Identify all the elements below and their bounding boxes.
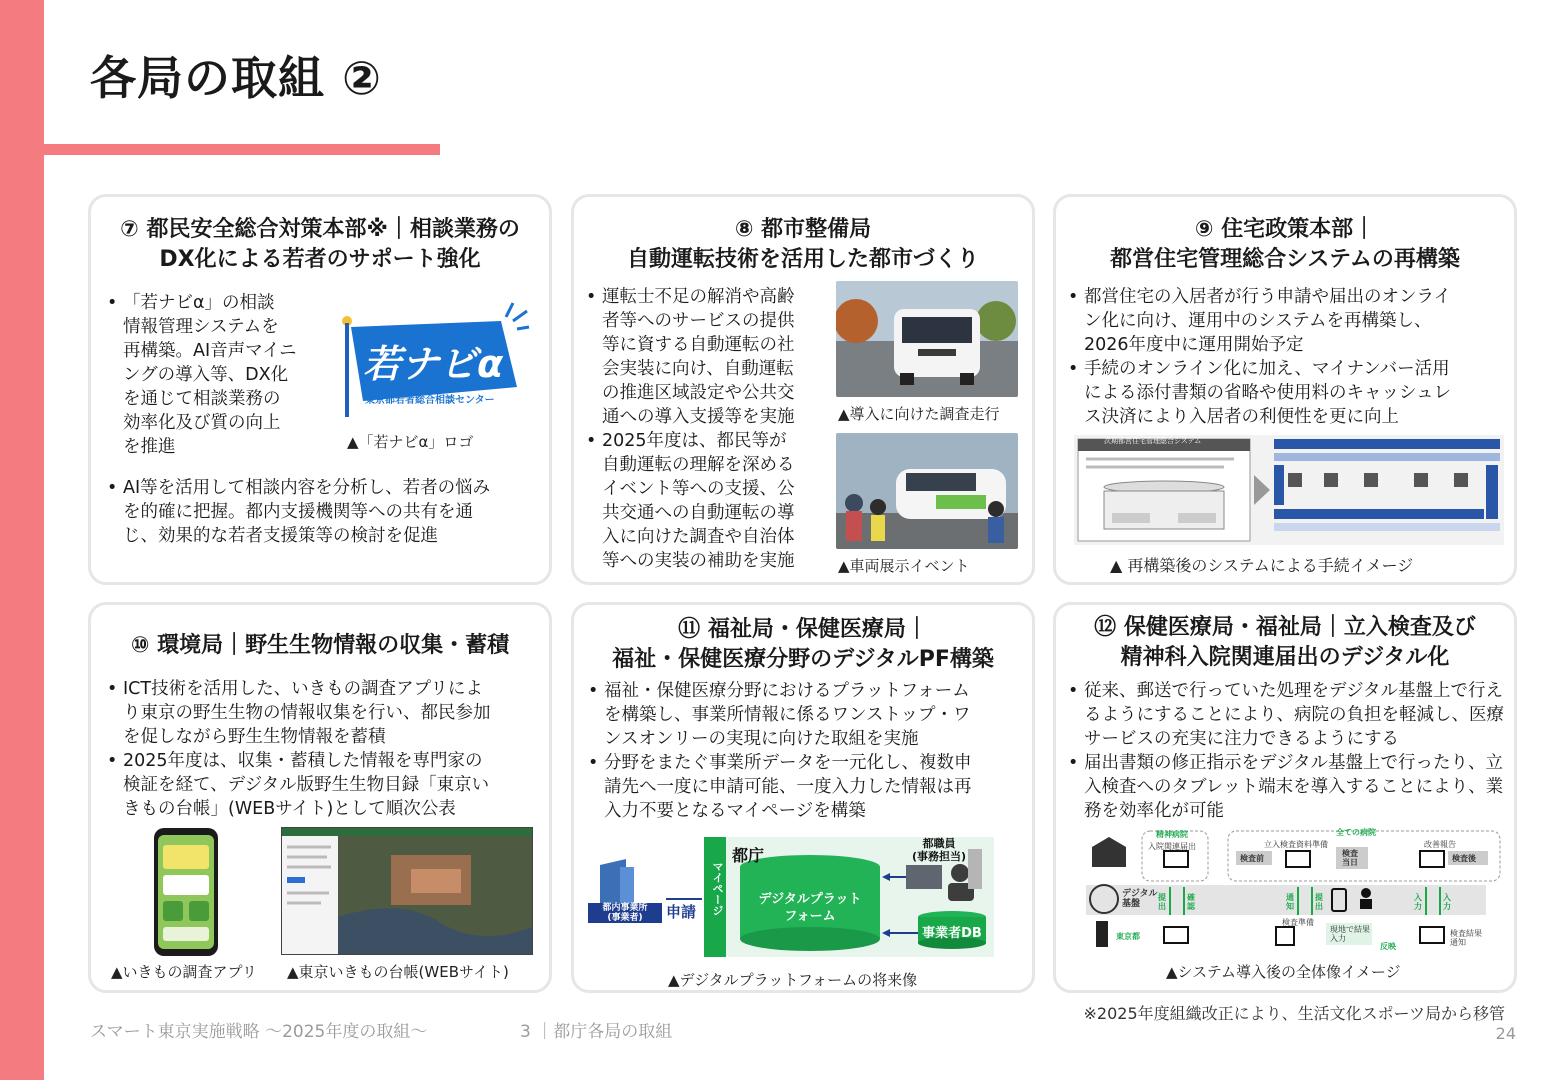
business-db-label: 事業者DB — [922, 926, 982, 941]
photo-caption: ▲東京いきもの台帳(WEBサイト) — [287, 963, 509, 981]
footer-section: 3 ｜都庁各局の取組 — [520, 1022, 673, 1042]
tocho-label: 都庁 — [732, 846, 765, 865]
logo-caption: ▲「若ナビα」ロゴ — [347, 433, 474, 451]
housing-system-diagram — [1074, 435, 1504, 545]
card-title-line: ⑫ 保健医療局・福祉局｜立入検査及び — [1094, 615, 1476, 640]
bullet-item: • 分野をまたぐ事業所データを一元化し、複数申 請先へ一度に申請可能、一度入力した情報は再 入力不要となるマイページを構築 — [588, 751, 1028, 823]
apply-label: 申請 — [666, 903, 697, 921]
bullet-list — [107, 291, 317, 459]
footnote: ※2025年度組織改正により、生活文化スポーツ局から移管 — [1083, 1004, 1505, 1023]
platform-diagram — [586, 837, 996, 959]
card-title-line: 自動運転技術を活用した都市づくり — [626, 247, 979, 272]
logo-subtext: 東京都若者総合相談センター — [365, 395, 495, 406]
card-title-line: 福祉・保健医療分野のデジタルPF構築 — [612, 647, 994, 672]
card-title: ⑩ 環境局｜野生生物情報の収集・蓄積 — [130, 633, 510, 658]
smartphone-app-image — [153, 827, 219, 957]
photo-caption: ▲車両展示イベント — [838, 557, 970, 575]
web-ledger-screenshot — [281, 827, 533, 955]
bullet-list — [107, 677, 547, 821]
page-number: 24 — [1495, 1024, 1516, 1043]
bullet-item: • 「若ナビα」の相談 情報管理システムを 再構築。AI音声マイニ ングの導入等、DX化 を通じて相談業務の 効率化及び質の向上 を推進 — [107, 291, 317, 459]
vehicle-exhibition-photo — [836, 433, 1018, 549]
bullet-item: • 都営住宅の入居者が行う申請や届出のオンライ ン化に向け、運用中のシステムを再構築し、 2026年度中に運用開始予定 — [1068, 285, 1512, 357]
accent-sidebar — [0, 0, 44, 1080]
label-before: 検査前 — [1240, 854, 1264, 863]
bullet-list — [1068, 285, 1512, 429]
label-improve: 改善報告 — [1424, 840, 1456, 849]
card-title-line: ⑦ 都民安全総合対策本部※｜相談業務の — [120, 217, 520, 242]
card-7-youth-support — [88, 194, 552, 585]
diagram-caption: ▲デジタルプラットフォームの将来像 — [668, 971, 918, 989]
bus-test-drive-photo — [836, 281, 1018, 397]
diagram-caption: ▲ 再構築後のシステムによる手続イメージ — [1110, 556, 1414, 575]
label-psych: 精神病院 — [1156, 830, 1188, 839]
bullet-item: • AI等を活用して相談内容を分析し、若者の悩み を的確に把握。都内支援機関等への共有を通 じ、効果的な若者支援策等の検討を促進 — [107, 476, 547, 548]
title-underline — [44, 144, 440, 155]
label-input: 入力 — [1443, 893, 1451, 911]
label-prep: 立入検査資料準備 — [1264, 840, 1328, 849]
label-inspect-prep: 検査準備 — [1282, 918, 1314, 927]
footer-document-title: スマート東京実施戦略 ～2025年度の取組～ — [90, 1022, 428, 1042]
bullet-list — [107, 476, 547, 548]
bullet-item: • 運転士不足の解消や高齢 者等へのサービスの提供 等に資する自動運転の社 会実装に向け、自動運転 の推進区域設定や公共交 通への導入支援等を実施 — [586, 285, 826, 429]
card-title-line: ⑪ 福祉局・保健医療局｜ — [678, 617, 928, 642]
diagram-heading: 次期都営住宅管理総合システム — [1104, 437, 1202, 445]
wakanavi-logo — [341, 297, 531, 423]
label-all-hospitals: 全ての病院 — [1336, 828, 1376, 837]
card-title-line: ⑨ 住宅政策本部｜ — [1194, 217, 1376, 242]
card-12-inspection-digital — [1053, 602, 1517, 993]
card-title-line: 精神科入院関連届出のデジタル化 — [1120, 645, 1450, 670]
label-notify: 通知 — [1286, 893, 1294, 911]
card-title — [574, 615, 1032, 675]
card-10-wildlife — [88, 602, 552, 993]
staff-label: 都職員 (事務担当) — [911, 837, 967, 863]
label-tokyo: 東京都 — [1116, 932, 1140, 941]
label-admission: 入院関連届出 — [1148, 842, 1196, 851]
logo-text: 若ナビα — [363, 342, 504, 386]
bullet-item: • ICT技術を活用した、いきもの調査アプリによ り東京の野生生物の情報収集を行い、都民参加 を促しながら野生生物情報を蓄積 — [107, 677, 547, 749]
platform-label: デジタルプラット フォーム — [758, 892, 862, 924]
office-label: 都内事業所 (事業者) — [602, 903, 648, 923]
label-result: 検査結果 通知 — [1450, 929, 1482, 947]
card-title-line: ⑧ 都市整備局 — [734, 217, 872, 242]
bullet-list — [588, 679, 1028, 823]
card-title — [1056, 613, 1514, 673]
bullet-list — [586, 285, 826, 573]
label-input: 入力 — [1414, 893, 1422, 911]
card-title — [574, 215, 1032, 275]
card-11-welfare-platform — [571, 602, 1035, 993]
label-after: 検査後 — [1452, 854, 1476, 863]
inspection-system-diagram — [1086, 827, 1506, 953]
diagram-caption: ▲システム導入後の全体像イメージ — [1166, 963, 1401, 981]
label-submit: 提出 — [1315, 893, 1323, 911]
bullet-item: • 従来、郵送で行っていた処理をデジタル基盤上で行え るようにすることにより、病院の負担を軽減し、医療 サービスの充実に注力できるようにする — [1068, 679, 1514, 751]
bullet-item: • 届出書類の修正指示をデジタル基盤上で行ったり、立 入検査へのタブレット端末を導入することにより、業 務を効率化が可能 — [1068, 751, 1514, 823]
label-day: 検査 当日 — [1342, 849, 1358, 867]
bullet-list — [1068, 679, 1514, 823]
label-reflect: 反映 — [1380, 942, 1396, 951]
card-8-autonomous-driving — [571, 194, 1035, 585]
card-title-line: 都営住宅管理総合システムの再構築 — [1110, 247, 1460, 272]
label-submit: 提出 — [1158, 893, 1166, 911]
card-title-line: DX化による若者のサポート強化 — [159, 247, 481, 272]
bullet-item: • 2025年度は、収集・蓄積した情報を専門家の 検証を経て、デジタル版野生生物目録「東京い きもの台帳」(WEBサイト)として順次公表 — [107, 749, 547, 821]
label-onsite: 現地で結果 入力 — [1330, 925, 1370, 943]
photo-caption: ▲いきもの調査アプリ — [111, 963, 257, 981]
bullet-item: • 2025年度は、都民等が 自動運転の理解を深める イベント等への支援、公 共交通への自動運転の導 入に向けた調査や自治体 等への実装の補助を実施 — [586, 429, 826, 573]
bullet-item: • 手続のオンライン化に加え、マイナンバー活用 による添付書類の省略や使用料のキャッシュレ ス決済により入居者の利便性を更に向上 — [1068, 357, 1512, 429]
card-title — [91, 215, 549, 275]
mypage-label: マイページ — [711, 861, 724, 916]
photo-caption: ▲導入に向けた調査走行 — [838, 405, 1000, 423]
bullet-item: • 福祉・保健医療分野におけるプラットフォーム を構築し、事業所情報に係るワンストップ・ワ ンスオンリーの実現に向けた取組を実施 — [588, 679, 1028, 751]
label-confirm: 確認 — [1187, 893, 1195, 911]
card-9-public-housing — [1053, 194, 1517, 585]
page-title: 各局の取組 ② — [90, 51, 382, 105]
label-base: デジタル 基盤 — [1122, 889, 1158, 909]
card-title — [1056, 215, 1514, 275]
